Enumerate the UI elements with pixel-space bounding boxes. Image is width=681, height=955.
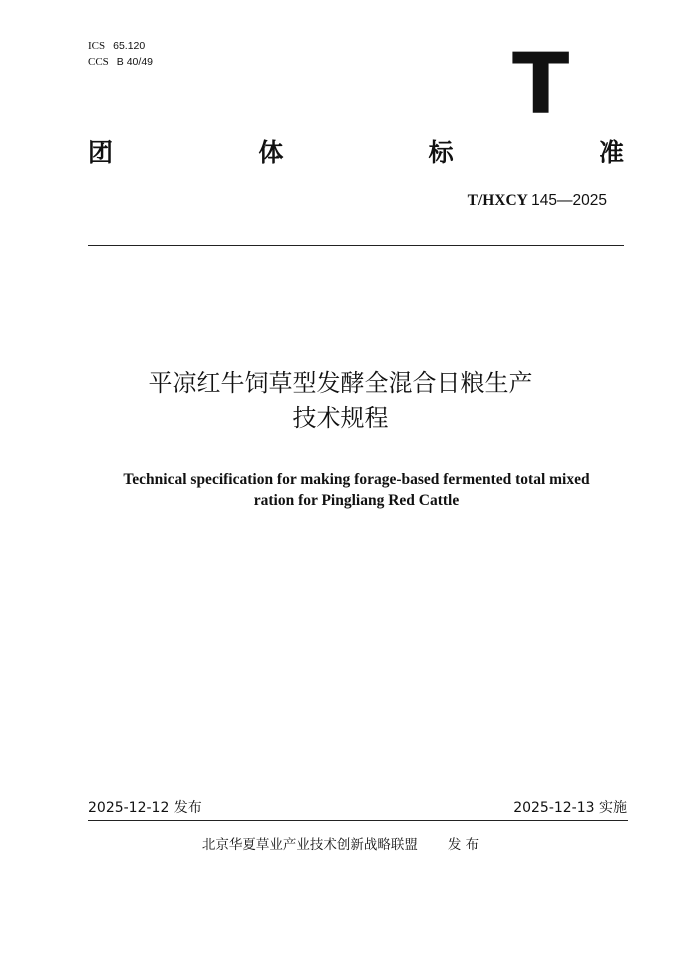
title-chinese xyxy=(60,366,621,436)
ics-code: 65.120 xyxy=(113,40,146,52)
title-english-line2: ration for Pingliang Red Cattle xyxy=(253,492,460,509)
issuer-name: 北京华夏草业产业技术创新战略联盟 xyxy=(201,837,418,853)
ccs-code: B 40/49 xyxy=(116,56,153,68)
standard-code xyxy=(468,191,607,211)
standard-code-prefix: T/HXCY xyxy=(467,192,528,209)
issuer-action: 发 布 xyxy=(447,837,480,853)
footer-divider xyxy=(88,820,628,821)
standard-letter: T xyxy=(512,35,569,133)
title-english xyxy=(60,469,653,511)
ics-line xyxy=(88,39,145,54)
standard-type-char: 标 xyxy=(428,138,454,167)
ics-label: ICS xyxy=(88,40,106,52)
title-chinese-line2: 技术规程 xyxy=(292,404,389,432)
ccs-label: CCS xyxy=(88,56,109,68)
issuer xyxy=(0,836,681,854)
title-chinese-line1: 平凉红牛饲草型发酵全混合日粮生产 xyxy=(148,369,533,397)
standard-type-char: 准 xyxy=(598,138,624,167)
publish-date: 2025-12-12 发布 xyxy=(88,800,202,816)
standard-code-number: 145—2025 xyxy=(531,192,607,209)
header-divider xyxy=(88,245,624,246)
standard-type-char: 团 xyxy=(88,138,114,167)
implement-date: 2025-12-13 实施 xyxy=(513,800,627,816)
ccs-line xyxy=(88,55,153,70)
standard-type-char: 体 xyxy=(258,138,284,167)
standard-type xyxy=(88,136,624,170)
title-english-line1: Technical specification for making forage-based fermented total mixed xyxy=(123,471,590,488)
